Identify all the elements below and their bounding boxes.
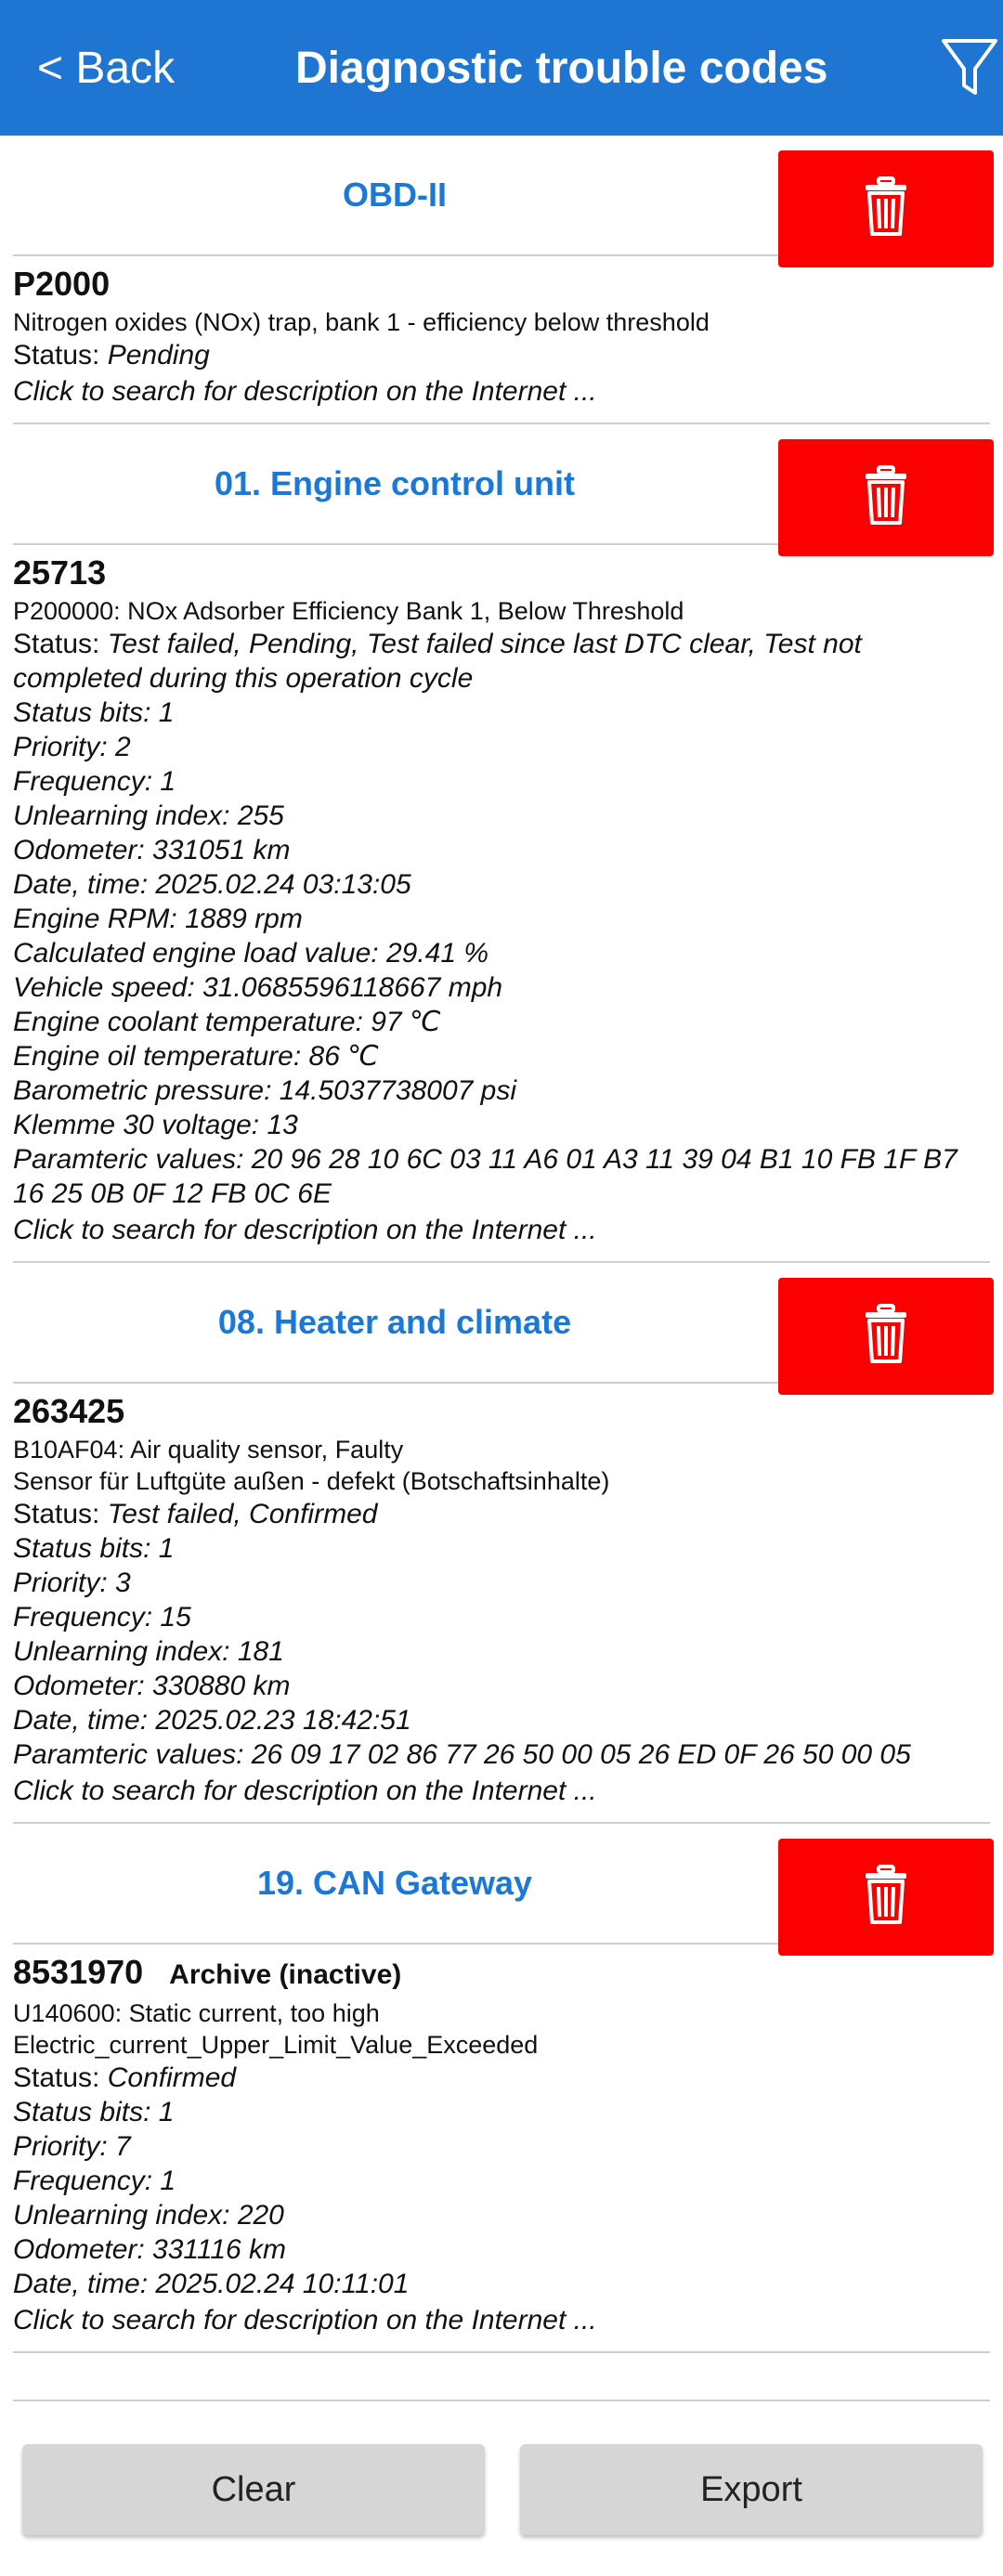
section-title: 08. Heater and climate [217,1303,572,1341]
section-header [0,424,1003,543]
search-internet-link[interactable]: Click to search for description on the Internet ... [13,376,597,407]
trash-icon [863,465,909,531]
status-value: Test failed, Pending, Test failed since last DTC clear, Test not completed during this operation cycle [13,629,862,694]
top-app-bar [0,0,1003,136]
dtc-description: Nitrogen oxides (NOx) trap, bank 1 - efficiency below threshold [13,308,710,336]
status-value: Confirmed [107,2062,237,2093]
dtc-param: Priority: 2 [13,732,131,762]
divider [13,2400,990,2401]
dtc-archive-label: Archive (inactive) [169,1959,402,1990]
dtc-param: Klemme 30 voltage: 13 [13,1110,298,1140]
dtc-description: Electric_current_Upper_Limit_Value_Exceeded [13,2031,539,2059]
dtc-param: Paramteric values: 20 96 28 10 6C 03 11 A6 01 A3 11 39 04 B1 10 FB 1F B7 16 25 0B 0F 12 FB 0C 6E [13,1144,957,1209]
dtc-code: P2000 [13,265,111,303]
dtc-description: U140600: Static current, too high [13,1999,380,2027]
section-header [0,1824,1003,1943]
trash-icon [863,176,909,242]
dtc-param: Frequency: 15 [13,1602,191,1633]
dtc-description: Sensor für Luftgüte außen - defekt (Botschaftsinhalte) [13,1467,610,1495]
dtc-entry [0,1384,1003,1822]
section-header [0,1263,1003,1382]
dtc-param: Engine RPM: 1889 rpm [13,904,303,934]
section-header [0,136,1003,254]
dtc-code-row [13,262,990,306]
dtc-param: Calculated engine load value: 29.41 % [13,938,489,969]
dtc-param: Status bits: 1 [13,1533,175,1564]
dtc-list[interactable] [0,136,1003,2392]
export-button[interactable]: Export [520,2444,983,2535]
dtc-param: Date, time: 2025.02.24 03:13:05 [13,869,411,900]
dtc-param: Date, time: 2025.02.24 10:11:01 [13,2269,410,2299]
dtc-param: Date, time: 2025.02.23 18:42:51 [13,1705,411,1736]
dtc-param: Priority: 7 [13,2131,131,2162]
trash-icon [863,1304,909,1370]
clear-button[interactable]: Clear [22,2444,485,2535]
bottom-action-bar [0,2392,1003,2576]
status-label: Status: [13,1499,100,1529]
dtc-param: Frequency: 1 [13,766,176,797]
dtc-param: Odometer: 331116 km [13,2234,287,2265]
dtc-param: Status bits: 1 [13,697,175,728]
delete-section-button[interactable] [778,1278,994,1395]
dtc-params [13,696,990,1211]
dtc-status [13,627,990,696]
delete-section-button[interactable] [778,1839,994,1956]
dtc-description: B10AF04: Air quality sensor, Faulty [13,1436,404,1464]
divider [13,2351,990,2353]
status-label: Status: [13,2062,100,2093]
status-value: Pending [107,340,210,371]
dtc-entry [0,545,1003,1261]
dtc-code-row [13,1950,990,1997]
dtc-param: Unlearning index: 220 [13,2200,284,2231]
dtc-param: Priority: 3 [13,1568,131,1598]
dtc-param: Engine coolant temperature: 97 ℃ [13,1007,441,1037]
dtc-param: Engine oil temperature: 86 ℃ [13,1041,379,1072]
dtc-param: Paramteric values: 26 09 17 02 86 77 26 50 00 05 26 ED 0F 26 50 00 05 [13,1739,911,1770]
dtc-param: Unlearning index: 181 [13,1636,284,1667]
dtc-param: Barometric pressure: 14.5037738007 psi [13,1075,516,1106]
dtc-param: Frequency: 1 [13,2166,176,2196]
dtc-code-row [13,1389,990,1434]
dtc-param: Odometer: 331051 km [13,835,291,865]
delete-section-button[interactable] [778,150,994,267]
trash-icon [863,1865,909,1931]
status-label: Status: [13,629,100,659]
dtc-status [13,2061,990,2095]
search-internet-link[interactable]: Click to search for description on the Internet ... [13,2305,597,2335]
dtc-params [13,1531,990,1772]
search-internet-link[interactable]: Click to search for description on the Internet ... [13,1215,597,1245]
section-title: 01. Engine control unit [214,464,576,502]
page-title: Diagnostic trouble codes [295,44,828,93]
back-button[interactable]: < Back [37,44,176,93]
dtc-entry [0,256,1003,423]
dtc-section [0,424,1003,1263]
filter-icon[interactable] [940,35,999,98]
dtc-code-row [13,551,990,595]
status-value: Test failed, Confirmed [107,1499,378,1529]
section-title: OBD-II [343,176,447,214]
dtc-code: 8531970 [13,1953,144,1991]
dtc-description: P200000: NOx Adsorber Efficiency Bank 1, Below Threshold [13,597,684,625]
dtc-param: Unlearning index: 255 [13,800,284,831]
status-label: Status: [13,340,100,371]
delete-section-button[interactable] [778,439,994,556]
dtc-param: Odometer: 330880 km [13,1671,291,1701]
search-internet-link[interactable]: Click to search for description on the Internet ... [13,1776,597,1806]
dtc-code: 25713 [13,553,107,592]
dtc-status [13,1497,990,1531]
section-title: 19. CAN Gateway [256,1864,533,1902]
dtc-section [0,1824,1003,2353]
dtc-status [13,338,990,372]
dtc-section [0,136,1003,424]
dtc-params [13,2095,990,2301]
dtc-code: 263425 [13,1392,125,1430]
dtc-param: Status bits: 1 [13,2097,175,2127]
dtc-section [0,1263,1003,1824]
dtc-entry [0,1945,1003,2351]
dtc-param: Vehicle speed: 31.0685596118667 mph [13,972,503,1003]
